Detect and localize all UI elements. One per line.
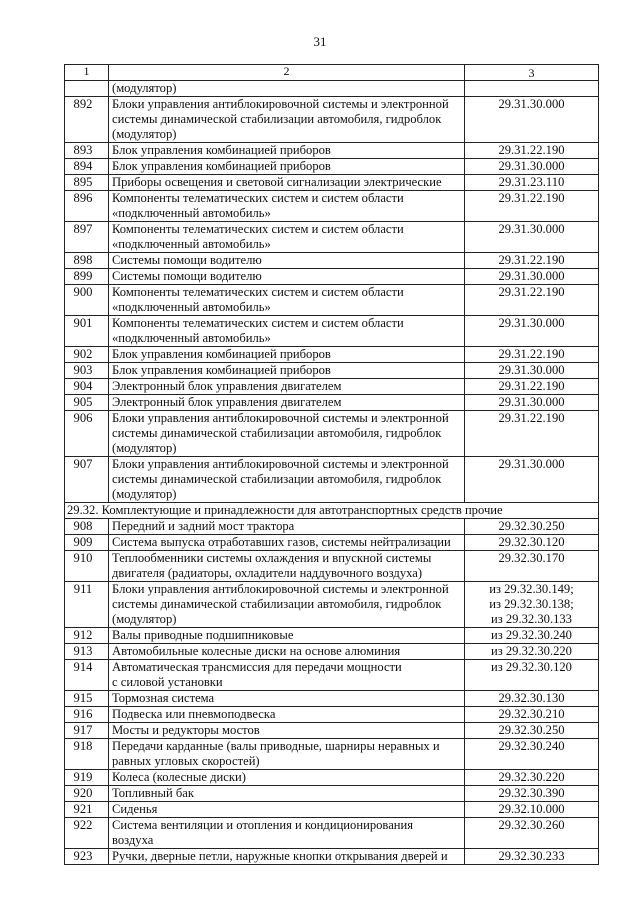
description-line: Блоки управления антиблокировочной системы и электронной: [112, 457, 449, 471]
row-description: [109, 849, 465, 865]
code-line: 29.32.30.260: [498, 818, 565, 832]
description-line: Передний и задний мост трактора: [112, 519, 295, 533]
description-line: Подвеска или пневмоподвеска: [112, 707, 276, 721]
row-description: [109, 582, 465, 628]
row-number: 895: [65, 175, 109, 191]
row-number: 914: [65, 660, 109, 691]
description-line: Топливный бак: [112, 786, 194, 800]
code-line: из 29.32.30.220: [491, 644, 572, 658]
row-code: [465, 81, 599, 97]
row-description: [109, 691, 465, 707]
row-number: 893: [65, 143, 109, 159]
table-row: [65, 253, 599, 269]
row-number: 896: [65, 191, 109, 222]
description-line: Компоненты телематических систем и систем области: [112, 191, 404, 205]
description-line: системы динамической стабилизации автомобиля, гидроблок: [112, 112, 442, 126]
table-row: [65, 222, 599, 253]
row-code: [465, 644, 599, 660]
row-number: 921: [65, 802, 109, 818]
row-code: [465, 191, 599, 222]
row-code: [465, 723, 599, 739]
code-line: из 29.32.30.120: [491, 660, 572, 674]
row-description: [109, 707, 465, 723]
row-code: [465, 285, 599, 316]
description-line: (модулятор): [112, 127, 177, 141]
row-description: [109, 222, 465, 253]
row-code: [465, 535, 599, 551]
table-row: [65, 143, 599, 159]
row-description: [109, 379, 465, 395]
table-row: [65, 739, 599, 770]
row-description: [109, 786, 465, 802]
row-code: [465, 269, 599, 285]
row-number: 903: [65, 363, 109, 379]
description-line: Колеса (колесные диски): [112, 770, 246, 784]
description-line: Автомобильные колесные диски на основе алюминия: [112, 644, 401, 658]
code-line: 29.32.30.170: [498, 551, 565, 565]
code-line: 29.31.22.190: [498, 411, 565, 425]
description-line: Системы помощи водителю: [112, 253, 262, 267]
table-row: [65, 628, 599, 644]
code-line: 29.31.30.000: [498, 457, 565, 471]
table-row: [65, 786, 599, 802]
row-description: [109, 191, 465, 222]
table-row: [65, 723, 599, 739]
row-code: [465, 411, 599, 457]
table-row: [65, 802, 599, 818]
table-row: [65, 347, 599, 363]
code-line: 29.31.30.000: [498, 269, 565, 283]
table-row: [65, 316, 599, 347]
description-line: Тормозная система: [112, 691, 215, 705]
description-line: Электронный блок управления двигателем: [112, 395, 342, 409]
row-number: [65, 81, 109, 97]
row-description: [109, 457, 465, 503]
row-description: [109, 285, 465, 316]
column-header-code: 3: [465, 65, 599, 81]
description-line: Приборы освещения и световой сигнализации электрические: [112, 175, 442, 189]
table-row: [65, 535, 599, 551]
code-line: 29.32.30.210: [498, 707, 565, 721]
description-line: Теплообменники системы охлаждения и впускной системы: [112, 551, 432, 565]
row-code: [465, 363, 599, 379]
code-line: 29.32.30.220: [498, 770, 565, 784]
row-number: 900: [65, 285, 109, 316]
row-description: [109, 81, 465, 97]
description-line: (модулятор): [112, 81, 177, 95]
row-number: 918: [65, 739, 109, 770]
table-row: [65, 395, 599, 411]
table-row: [65, 691, 599, 707]
table-row: [65, 379, 599, 395]
code-line: 29.31.30.000: [498, 222, 565, 236]
code-line: 29.32.30.120: [498, 535, 565, 549]
row-description: [109, 97, 465, 143]
row-description: [109, 535, 465, 551]
row-description: [109, 395, 465, 411]
description-line: Блоки управления антиблокировочной системы и электронной: [112, 97, 449, 111]
code-line: 29.31.22.190: [498, 379, 565, 393]
description-line: Передачи карданные (валы приводные, шарниры неравных и: [112, 739, 440, 753]
description-line: равных угловых скоростей): [112, 754, 260, 768]
description-line: (модулятор): [112, 612, 177, 626]
description-line: Система вентиляции и отопления и кондиционирования: [112, 818, 414, 832]
row-number: 912: [65, 628, 109, 644]
row-number: 905: [65, 395, 109, 411]
description-line: Блок управления комбинацией приборов: [112, 363, 331, 377]
row-description: [109, 818, 465, 849]
table-row: [65, 660, 599, 691]
description-line: Блок управления комбинацией приборов: [112, 143, 331, 157]
row-description: [109, 644, 465, 660]
code-line: из 29.32.30.138;: [489, 597, 574, 611]
row-code: [465, 97, 599, 143]
column-header-name: 2: [109, 65, 465, 81]
row-code: [465, 582, 599, 628]
code-line: 29.32.30.130: [498, 691, 565, 705]
row-description: [109, 316, 465, 347]
row-number: 901: [65, 316, 109, 347]
row-description: [109, 175, 465, 191]
table-row: [65, 551, 599, 582]
code-line: 29.31.22.190: [498, 191, 565, 205]
description-line: Блок управления комбинацией приборов: [112, 347, 331, 361]
row-code: [465, 175, 599, 191]
description-line: Электронный блок управления двигателем: [112, 379, 342, 393]
code-line: 29.31.22.190: [498, 347, 565, 361]
row-code: [465, 691, 599, 707]
row-code: [465, 143, 599, 159]
code-line: 29.31.30.000: [498, 395, 565, 409]
description-line: «подключенный автомобиль»: [112, 206, 271, 220]
code-line: 29.32.30.250: [498, 519, 565, 533]
row-code: [465, 802, 599, 818]
row-number: 908: [65, 519, 109, 535]
table-row: [65, 644, 599, 660]
code-line: из 29.32.30.133: [491, 612, 572, 626]
table-row: [65, 175, 599, 191]
row-code: [465, 551, 599, 582]
table-row: [65, 363, 599, 379]
row-code: [465, 347, 599, 363]
code-line: 29.32.30.390: [498, 786, 565, 800]
column-header-number: 1: [65, 65, 109, 81]
section-row: [65, 503, 599, 519]
table-row: [65, 269, 599, 285]
table-row: [65, 519, 599, 535]
row-code: [465, 770, 599, 786]
code-line: 29.31.22.190: [498, 285, 565, 299]
row-number: 917: [65, 723, 109, 739]
table-row: [65, 707, 599, 723]
description-line: системы динамической стабилизации автомобиля, гидроблок: [112, 426, 442, 440]
description-line: системы динамической стабилизации автомобиля, гидроблок: [112, 597, 442, 611]
row-number: 910: [65, 551, 109, 582]
row-code: [465, 849, 599, 865]
row-number: 906: [65, 411, 109, 457]
table-row: [65, 159, 599, 175]
table-row: [65, 191, 599, 222]
row-code: [465, 159, 599, 175]
code-line: 29.32.30.240: [498, 739, 565, 753]
code-line: 29.32.10.000: [498, 802, 565, 816]
row-code: [465, 519, 599, 535]
continuation-row: [65, 81, 599, 97]
row-number: 911: [65, 582, 109, 628]
table-row: [65, 97, 599, 143]
row-number: 904: [65, 379, 109, 395]
row-number: 899: [65, 269, 109, 285]
row-description: [109, 723, 465, 739]
table-row: [65, 849, 599, 865]
row-code: [465, 707, 599, 723]
row-number: 898: [65, 253, 109, 269]
row-code: [465, 660, 599, 691]
description-line: (модулятор): [112, 487, 177, 501]
description-line: с силовой установки: [112, 675, 223, 689]
row-description: [109, 802, 465, 818]
row-code: [465, 786, 599, 802]
section-heading: 29.32. Комплектующие и принадлежности для автотранспортных средств прочие: [65, 503, 599, 519]
row-number: 916: [65, 707, 109, 723]
description-line: Сиденья: [112, 802, 158, 816]
row-number: 922: [65, 818, 109, 849]
row-number: 892: [65, 97, 109, 143]
description-line: Блоки управления антиблокировочной системы и электронной: [112, 582, 449, 596]
description-line: Валы приводные подшипниковые: [112, 628, 294, 642]
page-number: 31: [313, 34, 327, 49]
description-line: Система выпуска отработавших газов, системы нейтрализации: [112, 535, 451, 549]
description-line: Компоненты телематических систем и систем области: [112, 316, 404, 330]
code-line: из 29.32.30.240: [491, 628, 572, 642]
row-number: 909: [65, 535, 109, 551]
table-row: [65, 457, 599, 503]
code-line: 29.31.30.000: [498, 159, 565, 173]
description-line: Ручки, дверные петли, наружные кнопки открывания дверей и: [112, 849, 448, 863]
table-row: [65, 285, 599, 316]
row-number: 915: [65, 691, 109, 707]
row-code: [465, 818, 599, 849]
code-line: 29.32.30.250: [498, 723, 565, 737]
code-line: 29.31.30.000: [498, 316, 565, 330]
row-code: [465, 253, 599, 269]
row-code: [465, 457, 599, 503]
description-line: «подключенный автомобиль»: [112, 237, 271, 251]
table-body: [65, 65, 599, 865]
row-code: [465, 316, 599, 347]
row-description: [109, 411, 465, 457]
row-description: [109, 159, 465, 175]
row-description: [109, 347, 465, 363]
description-line: (модулятор): [112, 441, 177, 455]
row-number: 897: [65, 222, 109, 253]
row-number: 907: [65, 457, 109, 503]
row-description: [109, 363, 465, 379]
row-description: [109, 739, 465, 770]
code-line: 29.31.22.190: [498, 253, 565, 267]
row-code: [465, 379, 599, 395]
row-number: 902: [65, 347, 109, 363]
row-code: [465, 222, 599, 253]
description-line: Системы помощи водителю: [112, 269, 262, 283]
row-description: [109, 253, 465, 269]
table-row: [65, 582, 599, 628]
description-line: Автоматическая трансмиссия для передачи мощности: [112, 660, 402, 674]
description-line: системы динамической стабилизации автомобиля, гидроблок: [112, 472, 442, 486]
row-number: 923: [65, 849, 109, 865]
description-line: воздуха: [112, 833, 154, 847]
code-line: 29.31.30.000: [498, 363, 565, 377]
row-code: [465, 395, 599, 411]
description-line: Блоки управления антиблокировочной системы и электронной: [112, 411, 449, 425]
row-description: [109, 628, 465, 644]
code-line: 29.31.22.190: [498, 143, 565, 157]
table-header-row: [65, 65, 599, 81]
row-description: [109, 660, 465, 691]
row-number: 913: [65, 644, 109, 660]
table-row: [65, 818, 599, 849]
description-line: «подключенный автомобиль»: [112, 300, 271, 314]
table-row: [65, 411, 599, 457]
table-row: [65, 770, 599, 786]
code-line: 29.32.30.233: [498, 849, 565, 863]
description-line: Мосты и редукторы мостов: [112, 723, 260, 737]
description-line: Компоненты телематических систем и систем области: [112, 222, 404, 236]
code-line: 29.31.23.110: [498, 175, 565, 189]
row-description: [109, 770, 465, 786]
row-number: 920: [65, 786, 109, 802]
row-number: 894: [65, 159, 109, 175]
code-line: из 29.32.30.149;: [489, 582, 574, 596]
row-description: [109, 551, 465, 582]
row-number: 919: [65, 770, 109, 786]
row-code: [465, 739, 599, 770]
description-line: «подключенный автомобиль»: [112, 331, 271, 345]
code-line: 29.31.30.000: [498, 97, 565, 111]
description-line: Компоненты телематических систем и систем области: [112, 285, 404, 299]
row-description: [109, 143, 465, 159]
row-description: [109, 269, 465, 285]
description-line: Блок управления комбинацией приборов: [112, 159, 331, 173]
classifier-table: [64, 64, 599, 865]
row-code: [465, 628, 599, 644]
row-description: [109, 519, 465, 535]
description-line: двигателя (радиаторы, охладители наддувочного воздуха): [112, 566, 423, 580]
